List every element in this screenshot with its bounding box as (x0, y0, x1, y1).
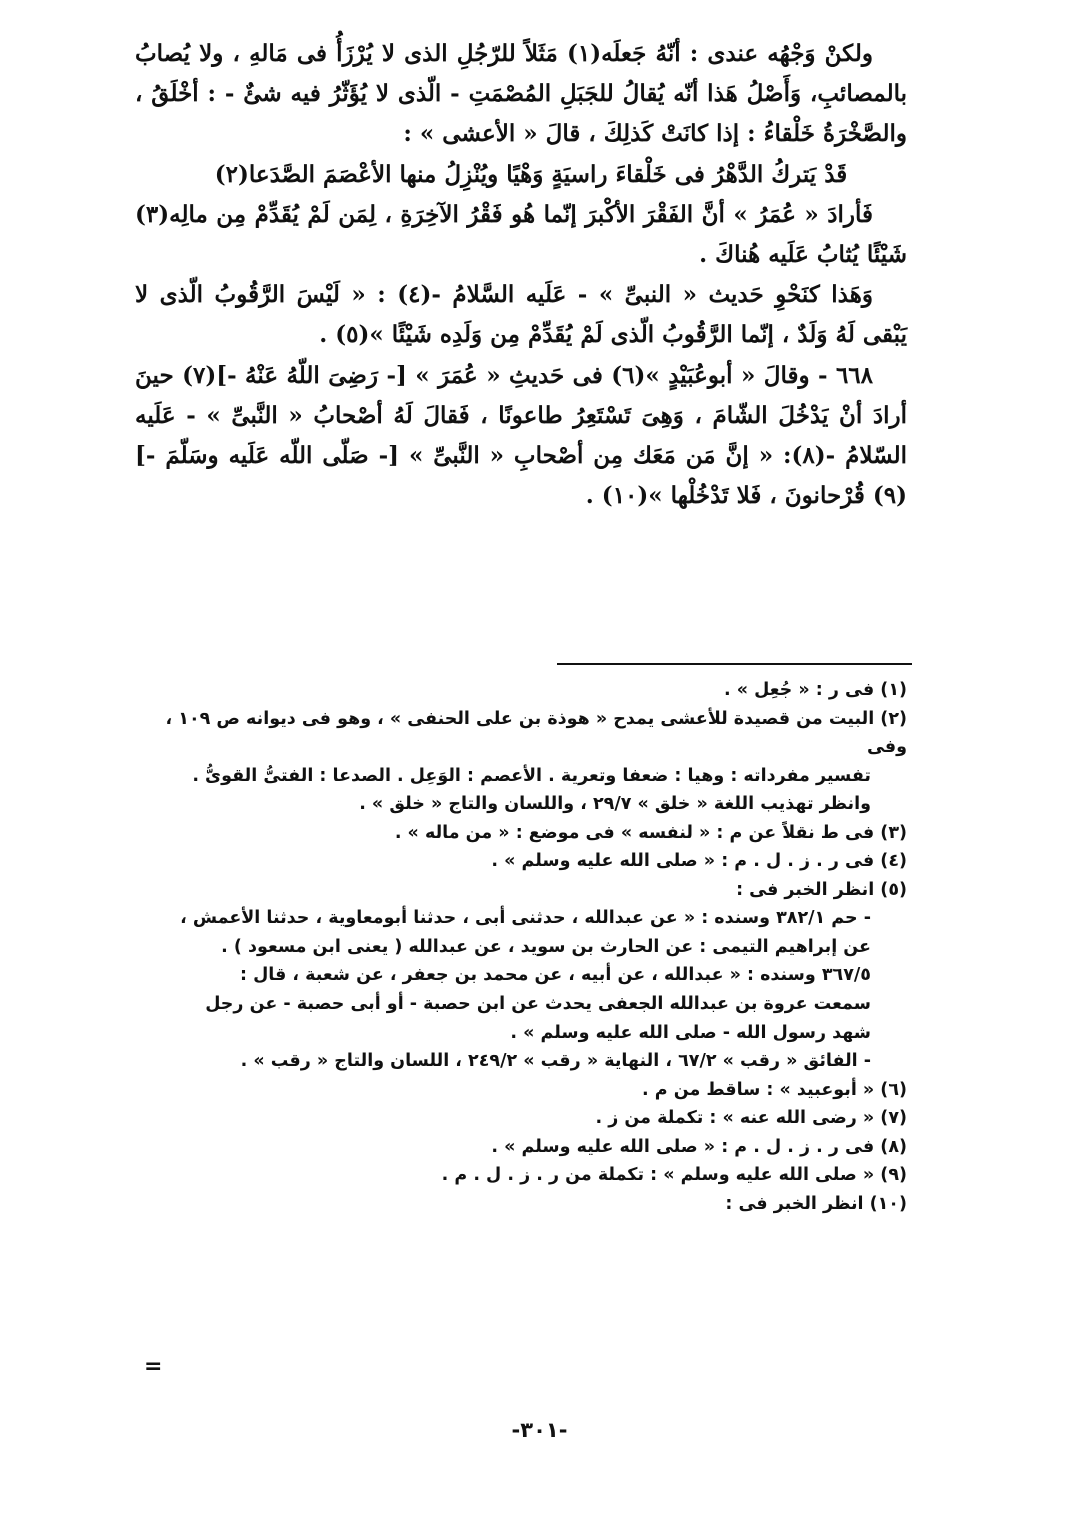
paragraph-2: فَأرادَ « عُمَرُ » أنَّ الفَقْرَ الأكْبرَ إنّما هُو فَقْرُ الآخِرَةِ ، لِمَن لَمْ يُقَدِّمْ مِن مالِه(٣) شَيْئًا يُثابُ عَلَيه هُناكَ . (135, 200, 907, 269)
footnote-4: (٤) فى ر . ز . ل . م : « صلى الله عليه وسلم » . (491, 851, 907, 872)
paragraph-1: ولكنْ وَجْهُه عندى : أنّهُ جَعلَه(١) مَثَلاً للرّجُلِ الذى لا يُرْزَأُ فى مَالهِ ، ولا يُصابُ بالمصائبِ، وَأَصْلُ هَذا أنّه يُقالُ للجَبَلِ المُصْمَتِ - الّذى لا يُؤَثّرُ فيه شئٌ - : أخْلَقُ ، والصَّخْرَةُ خَلْقاءُ : إذا كانَتْ كَذلِكَ ، قالَ « الأعشى » : (135, 40, 907, 148)
footnotes (135, 676, 907, 1218)
page-number: -٣٠١- (511, 1418, 568, 1442)
footnote-5-source: عن إبراهيم التيمى : عن الحارث بن سويد ، عن عبدالله ( يعنى ابن مسعود ) . (221, 936, 871, 957)
verse-line: قَدْ يَتركُ الدَّهْرُ فى خَلْقاءَ راسيَةٍ وَهْيًا ويُنْزِلُ منها الأعْصَمَ الصَّدَعا(٢) (214, 160, 848, 188)
footnote-separator (557, 663, 912, 665)
footnote-1: (١) فى ر : « جُعِل » . (724, 680, 907, 700)
footnote-5-source: ٣٦٧/٥ وسنده : « عبدالله ، عن أبيه ، عن محمد بن جعفر ، عن شعبة ، قال : (240, 965, 871, 986)
footnote-2-cont: تفسير مفرداته : وهيا : ضعفا وتعرية . الأعصم : الوَعِل . الصدعا : الفتىُّ القوىُّ . (192, 765, 871, 786)
footnote-2: (٢) البيت من قصيدة للأعشى يمدح « هوذة بن على الحنفى » ، وهو فى ديوانه ص ١٠٩ ، وفى (165, 708, 907, 758)
footnote-5-source: شهد رسول الله - صلى الله عليه وسلم » . (510, 1022, 871, 1043)
main-text (135, 34, 907, 516)
continuation-mark: = (144, 1354, 163, 1379)
footnote-3: (٣) فى ط نقلاً عن م : « لنفسه » فى موضع : « من ماله » . (394, 822, 907, 843)
footnote-6: (٦) « أبوعبيد » : ساقط من م . (642, 1079, 907, 1100)
footnote-10: (١٠) انظر الخبر فى : (725, 1193, 907, 1214)
footnote-5: (٥) انظر الخبر فى : (736, 879, 907, 900)
footnote-5-source: - الفائق « رقب » ٦٧/٢ ، النهاية « رقب » ٢٤٩/٢ ، اللسان والتاج « رقب » . (240, 1051, 871, 1072)
footnote-2-cont: وانظر تهذيب اللغة « خلق » ٢٩/٧ ، واللسان والتاج « خلق » . (359, 794, 871, 815)
paragraph-3: وَهَذا كنَحْوِ حَديث « النبىِّ » - عَلَيه السَّلامُ -(٤) : « لَيْسَ الرَّقُوبُ الّذى لا يَبْقى لَهُ وَلَدٌ ، إنّما الرَّقُوبُ الّذى لَمْ يُقَدِّمْ مِن وَلَدِه شَيْئًا »(٥) . (135, 281, 907, 349)
footnote-5-source: سمعت عروة بن عبدالله الجعفى يحدث عن ابن حصبة - أو أبى حصبة - عن رجل (205, 994, 871, 1015)
footnote-9: (٩) « صلى الله عليه وسلم » : تكملة من ر . ز . ل . م . (441, 1165, 907, 1186)
footnote-5-source: - حم ٣٨٢/١ وسنده : « عن عبدالله ، حدثنى أبى ، حدثنا أبومعاوية ، حدثنا الأعمش ، (180, 908, 871, 929)
footnote-8: (٨) فى ر . ز . ل . م : « صلى الله عليه وسلم » . (491, 1136, 907, 1157)
footnote-7: (٧) « رضى الله عنه » : تكملة من ز . (595, 1108, 907, 1129)
paragraph-4: ٦٦٨ - وقالَ « أبوعُبَيْدٍ »(٦) فى حَديثِ « عُمَرَ » [- رَضِىَ اللّهُ عَنْهُ -](٧) حينَ أرادَ أنْ يَدْخُلَ الشّامَ ، وَهِىَ تَسْتَعِرُ طاعونًا ، فَقالَ لَهُ أصْحابُ « النَّبىِّ » - عَلَيه السّلامُ -(٨): « إنَّ مَن مَعَك مِن أصْحابِ « النَّبىِّ » [- صَلّى اللّه عَلَيه وسَلّمَ -](٩) قُرْحانونَ ، فَلا تَدْخُلْها »(١٠) . (135, 361, 907, 510)
